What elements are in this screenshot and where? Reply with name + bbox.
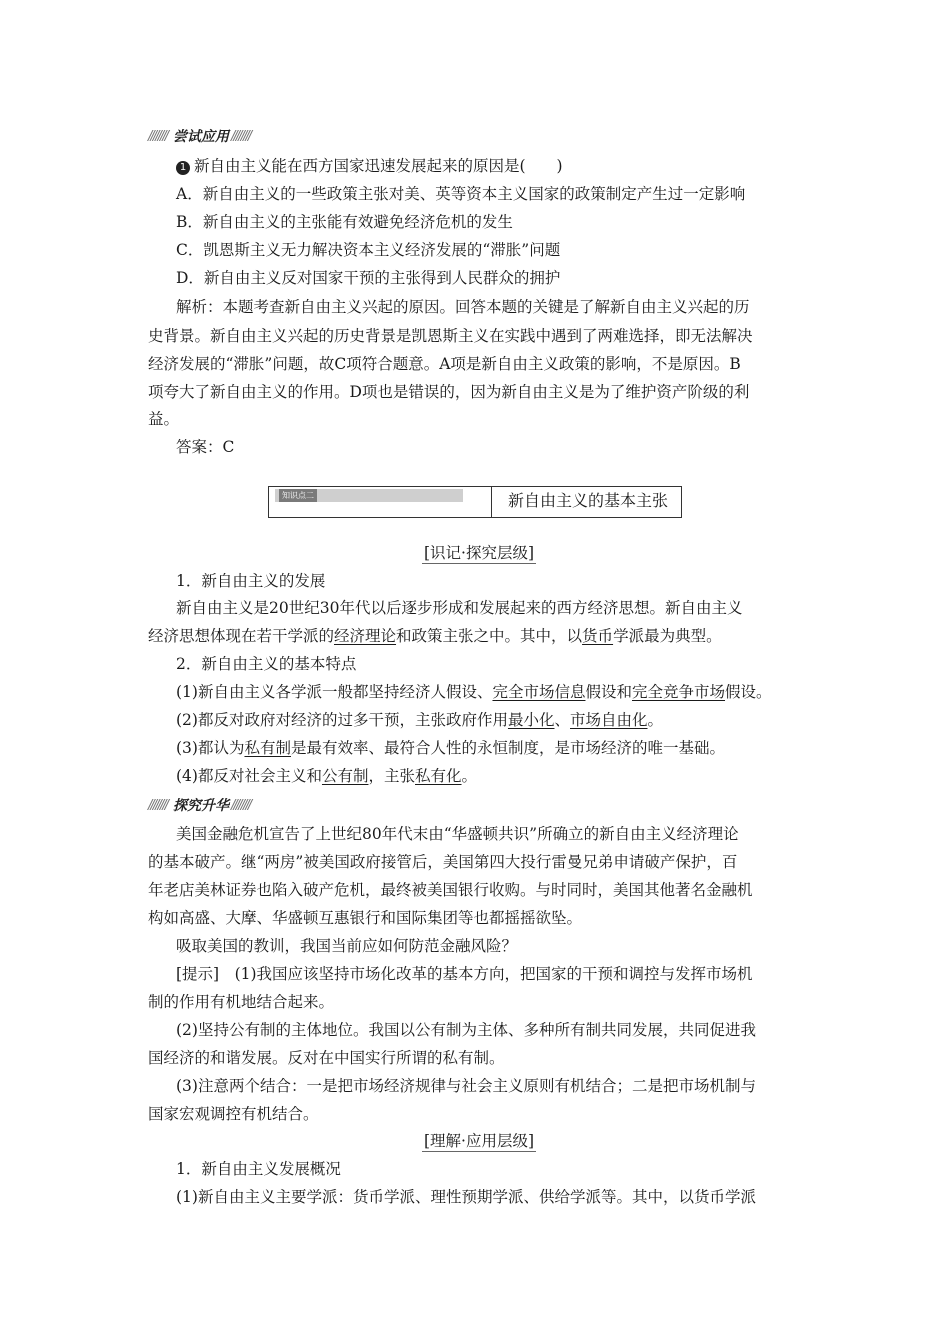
hint-line: [提示] (1)我国应该坚持市场化改革的基本方向，把国家的干预和调控与发挥市场机 [176, 965, 753, 983]
option-a: A．新自由主义的一些政策主张对美、英等资本主义国家的政策制定产生过一定影响 [176, 185, 746, 203]
blank-answer: 经济理论 [334, 627, 397, 645]
analysis-line: 经济发展的“滞胀”问题，故C项符合题意。A项是新自由主义政策的影响，不是原因。B [148, 355, 741, 373]
level-label: [识记·探究层级] [424, 544, 535, 562]
explore-question: 吸取美国的教训，我国当前应如何防范金融风险？ [176, 937, 518, 955]
analysis-line: 项夸大了新自由主义的作用。D项也是错误的，因为新自由主义是为了维护资产阶级的利 [148, 383, 750, 401]
list-item: (2)都反对政府对经济的过多干预，主张政府作用最小化、市场自由化。 [176, 711, 664, 729]
list-item: (1)新自由主义主要学派：货币学派、理性预期学派、供给学派等。其中，以货币学派 [176, 1188, 756, 1206]
paragraph-line: 新自由主义是20世纪30年代以后逐步形成和发展起来的西方经济思想。新自由主义 [176, 599, 743, 617]
blank-answer: 完全竞争市场 [632, 683, 726, 701]
paragraph-line: 经济思想体现在若干学派的经济理论和政策主张之中。其中，以货币学派最为典型。 [148, 627, 722, 645]
decorative-slashes-icon: //////// [148, 797, 168, 813]
hint-line: (3)注意两个结合：一是把市场经济规律与社会主义原则有机结合；二是把市场机制与 [176, 1077, 756, 1095]
question-text: 新自由主义能在西方国家迅速发展起来的原因是( ) [194, 157, 563, 175]
level-label: [理解·应用层级] [424, 1132, 535, 1150]
heading: 1．新自由主义的发展 [176, 572, 326, 590]
blank-answer: 市场自由化 [570, 711, 648, 729]
list-item: (1)新自由主义各学派一般都坚持经济人假设、完全市场信息假设和完全竞争市场假设。 [176, 683, 772, 701]
paragraph-line: 的基本破产。继“两房”被美国政府接管后，美国第四大投行雷曼兄弟申请破产保护，百 [148, 853, 738, 871]
hint-line: 国经济的和谐发展。反对在中国实行所谓的私有制。 [148, 1049, 505, 1067]
question [176, 156, 816, 176]
blank-answer: 完全市场信息 [492, 683, 586, 701]
analysis-line: 史背景。新自由主义兴起的历史背景是凯恩斯主义在实践中遇到了两难选择，即无法解决 [148, 327, 753, 345]
paragraph-line: 构如高盛、大摩、华盛顿互惠银行和国际集团等也都摇摇欲坠。 [148, 909, 583, 927]
option-c: C．凯恩斯主义无力解决资本主义经济发展的“滞胀”问题 [176, 241, 561, 259]
list-item: (3)都认为私有制是最有效率、最符合人性的永恒制度，是市场经济的唯一基础。 [176, 739, 725, 757]
hint-line: (2)坚持公有制的主体地位。我国以公有制为主体、多种所有制共同发展，共同促进我 [176, 1021, 756, 1039]
question-number-badge: 1 [176, 161, 190, 175]
heading: 2．新自由主义的基本特点 [176, 655, 357, 673]
decorative-slashes-icon: //////// [231, 128, 251, 144]
section-header-try-apply [148, 127, 250, 145]
option-b: B．新自由主义的主张能有效避免经济危机的发生 [176, 213, 513, 231]
analysis-line: 益。 [148, 410, 180, 428]
blank-answer: 私有制 [244, 739, 291, 757]
paragraph-line: 美国金融危机宣告了上世纪80年代末由“华盛顿共识”所确立的新自由主义经济理论 [176, 825, 739, 843]
knowledge-point-box [268, 486, 682, 518]
answer: 答案：C [176, 438, 235, 456]
decorative-slashes-icon: //////// [231, 797, 251, 813]
analysis-line: 解析：本题考查新自由主义兴起的原因。回答本题的关键是了解新自由主义兴起的历 [176, 298, 750, 316]
section-title: 探究升华 [173, 798, 230, 814]
heading: 1．新自由主义发展概况 [176, 1160, 341, 1178]
list-item: (4)都反对社会主义和公有制，主张私有化。 [176, 767, 478, 785]
blank-answer: 公有制 [321, 767, 369, 785]
hint-line: 国家宏观调控有机结合。 [148, 1105, 319, 1123]
blank-answer: 最小化 [507, 711, 555, 729]
divider [491, 487, 492, 517]
hint-line: 制的作用有机地结合起来。 [148, 993, 335, 1011]
section-header-explore [148, 796, 250, 814]
decorative-slashes-icon: //////// [148, 128, 168, 144]
blank-answer: 货币 [582, 627, 614, 645]
blank-answer: 私有化 [415, 767, 462, 785]
knowledge-point-tag: 知识点二 [275, 489, 463, 502]
option-d: D．新自由主义反对国家干预的主张得到人民群众的拥护 [176, 269, 561, 287]
knowledge-point-title: 新自由主义的基本主张 [507, 491, 668, 510]
section-title: 尝试应用 [173, 129, 230, 145]
paragraph-line: 年老店美林证券也陷入破产危机，最终被美国银行收购。与时同时，美国其他著名金融机 [148, 881, 753, 899]
